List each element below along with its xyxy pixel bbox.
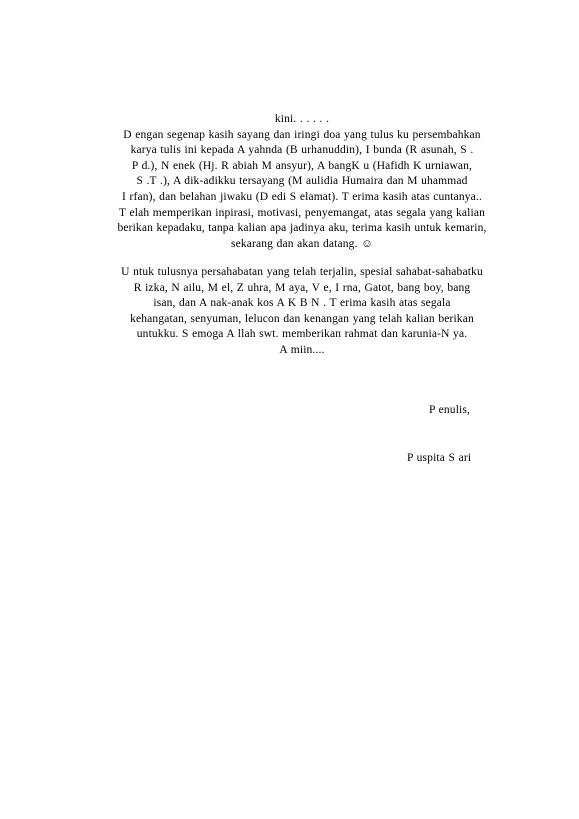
text-line: T elah memperikan inpirasi, motivasi, penyemangat, atas segala yang kalian [118, 206, 486, 219]
text-line: berikan kepadaku, tanpa kalian apa jadinya aku, terima kasih untuk kemarin, [117, 222, 487, 235]
text-line: P d.), N enek (Hj. R abiah M ansyur), A bangK u (Hafidh K urniawan, [131, 159, 473, 172]
text-line: A miin.... [279, 343, 325, 356]
text-line: U ntuk tulusnya persahabatan yang telah terjalin, spesial sahabat-sahabatku [121, 266, 483, 278]
text-line: I rfan), dan belahan jiwaku (D edi S elamat). T erima kasih atas cuntanya.. [122, 190, 482, 203]
text-line: isan, dan A nak-anak kos A K B N . T erima kasih atas segala [153, 297, 451, 310]
text-line: kini. . . . . . [274, 113, 330, 125]
text-line: S .T .), A dik-adikku tersayang (M aulidia Humaira dan M uhammad [136, 175, 468, 188]
text-line: D engan segenap kasih sayang dan iringi doa yang tulus ku persembahkan [123, 128, 481, 141]
text-line: sekarang dan akan datang. ☺ [230, 237, 373, 250]
text-line: R izka, N ailu, M el, Z uhra, M aya, V e, I rna, Gatot, bang boy, bang [133, 281, 471, 294]
text-line: untukku. S emoga A llah swt. memberikan rahmat dan karunia-N ya. [136, 328, 468, 341]
signature-author-name: P uspita S ari [407, 452, 472, 464]
text-line: karya tulis ini kepada A yahnda (B urhanuddin), I bunda (R asunah, S . [130, 144, 474, 157]
dedication-paragraph [108, 112, 496, 252]
signature-closing: P enulis, [429, 404, 471, 416]
friends-paragraph [108, 265, 496, 359]
text-line: kehangatan, senyuman, lelucon dan kenangan yang telah kalian berikan [130, 312, 474, 325]
